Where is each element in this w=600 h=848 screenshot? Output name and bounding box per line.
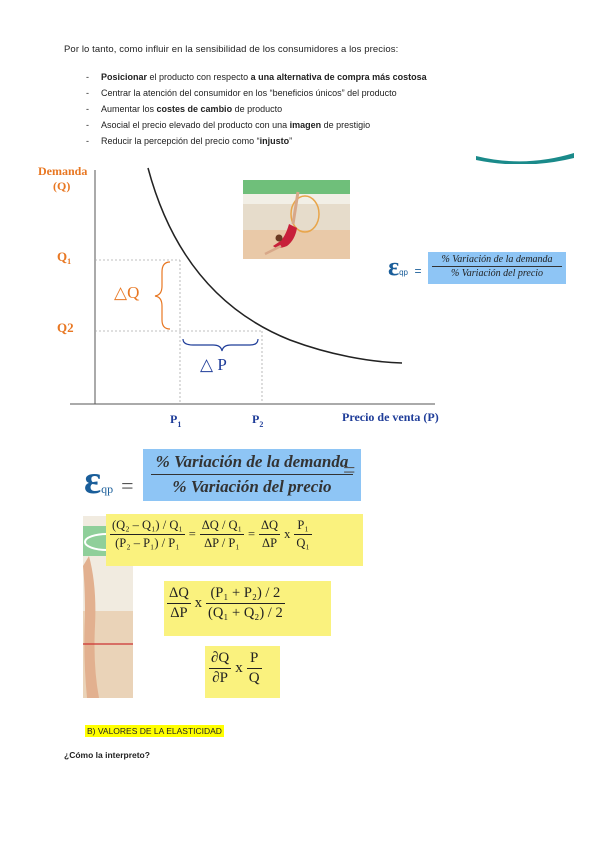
- formula-arc-elasticity: [106, 514, 363, 566]
- epsilon-subscript-big: qp: [101, 482, 114, 496]
- q2-label: Q2: [57, 320, 74, 335]
- fraction-denominator-big: % Variación del precio: [172, 477, 332, 496]
- equals-2: =: [247, 527, 256, 541]
- bullet-text-bold: Posicionar: [101, 72, 148, 82]
- elasticity-fraction-big: [143, 449, 361, 501]
- f3-denominator: ΔP: [262, 536, 278, 550]
- trailing-equals: =: [343, 457, 356, 482]
- equals-sign-big: =: [121, 473, 134, 498]
- formula-midpoint-elasticity: [164, 581, 331, 636]
- f3-numerator: ΔQ: [259, 518, 280, 535]
- epsilon-symbol: ε: [388, 252, 400, 281]
- r2-f2-denominator: (Q₁ + Q₂) / 2: [208, 605, 283, 621]
- equals-1: =: [188, 527, 196, 541]
- y-axis-label-line2: (Q): [53, 179, 71, 193]
- r3-f2-denominator: Q: [248, 670, 260, 686]
- formula-point-elasticity: [205, 646, 280, 698]
- intro-paragraph: Por lo tanto, como influir en la sensibilidad de los consumidores a los precios:: [64, 44, 399, 55]
- section-heading: B) VALORES DE LA ELASTICIDAD: [87, 726, 222, 736]
- elasticity-symbol-small: [388, 252, 421, 282]
- r3-f2-numerator: P: [247, 650, 262, 669]
- times-1: x: [284, 527, 291, 541]
- f1-denominator: (P₂ – P₁) / P₁: [115, 536, 180, 550]
- p2-label: $P_2$: [252, 412, 264, 429]
- strategy-list: [86, 69, 427, 149]
- epsilon-symbol-big: ε: [84, 457, 102, 502]
- bullet-dash: -: [86, 72, 89, 82]
- f4-numerator: P₁: [294, 518, 311, 535]
- elasticity-symbol-big: [84, 456, 134, 503]
- bullet-text-bold: a una alternativa de compra más costosa: [250, 72, 427, 82]
- elasticity-fraction-small: [428, 252, 566, 284]
- bullet-text: Asocial el precio elevado del producto con una: [101, 120, 290, 130]
- f4-denominator: Q₁: [296, 536, 310, 550]
- bullet-dash: -: [86, 104, 89, 114]
- bullet-dash: -: [86, 136, 89, 146]
- x-axis-label: Precio de venta (P): [342, 410, 439, 424]
- bullet-text: de producto: [232, 104, 283, 114]
- r2-f2-numerator: (P₁ + P₂) / 2: [206, 585, 285, 604]
- strategy-list-item: [86, 117, 427, 133]
- bullet-text: de prestigio: [321, 120, 371, 130]
- f2-numerator: ΔQ / Q₁: [200, 518, 244, 535]
- times-2: x: [194, 595, 203, 611]
- strategy-list-item: [86, 85, 427, 101]
- equals-sign: =: [414, 264, 422, 278]
- bullet-text: Aumentar los: [101, 104, 157, 114]
- bullet-dash: -: [86, 120, 89, 130]
- r2-f1-denominator: ΔP: [170, 605, 188, 621]
- gymnast-photo: [243, 180, 350, 259]
- p1-label: $P_1$: [170, 412, 182, 429]
- delta-p-label: △ P: [200, 355, 227, 374]
- bullet-dash: -: [86, 88, 89, 98]
- bullet-text-bold: injusto: [259, 136, 290, 146]
- delta-q-brace: [155, 262, 170, 329]
- q1-label: $Q_1$: [57, 249, 72, 266]
- bullet-text-bold: imagen: [289, 120, 322, 130]
- strategy-list-item: [86, 133, 427, 149]
- fraction-numerator-big: % Variación de la demanda: [151, 449, 353, 475]
- r3-f1-numerator: ∂Q: [209, 650, 231, 669]
- epsilon-subscript: qp: [399, 268, 409, 277]
- delta-p-brace: [183, 339, 258, 351]
- bullet-text: Centrar la atención del consumidor en los “beneficios únicos” del producto: [101, 88, 397, 98]
- bullet-text: el producto con respecto: [147, 72, 251, 82]
- delta-q-label: △Q: [114, 283, 140, 302]
- f2-denominator: ΔP / P₁: [204, 536, 240, 550]
- strategy-list-item: [86, 69, 427, 85]
- times-3: x: [235, 660, 243, 676]
- bullet-text: ”: [289, 136, 293, 146]
- r2-f1-numerator: ΔQ: [167, 585, 191, 604]
- f1-numerator: (Q₂ – Q₁) / Q₁: [110, 518, 185, 535]
- y-axis-label-line1: Demanda: [38, 164, 88, 178]
- fraction-denominator: % Variación del precio: [450, 268, 544, 279]
- bullet-text: Reducir la percepción del precio como “: [101, 136, 260, 146]
- bullet-text-bold: costes de cambio: [156, 104, 233, 114]
- question-text: ¿Cómo la interpreto?: [64, 750, 150, 760]
- fraction-numerator: % Variación de la demanda: [432, 252, 562, 267]
- strategy-list-item: [86, 101, 427, 117]
- r3-f1-denominator: ∂P: [212, 670, 228, 686]
